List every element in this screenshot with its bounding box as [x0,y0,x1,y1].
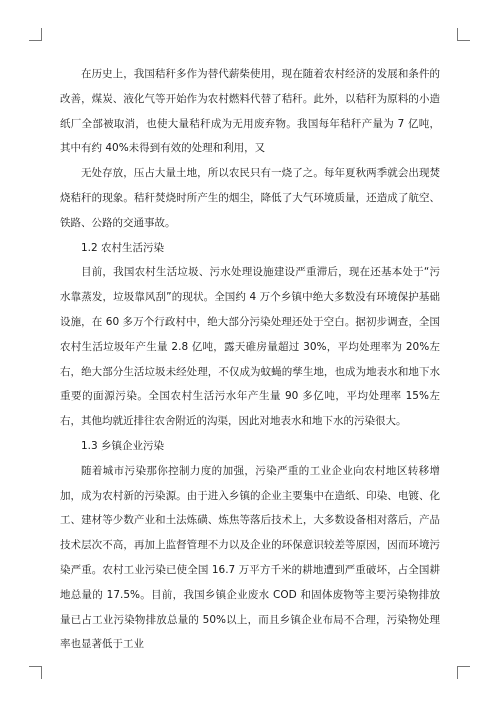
section-heading-rural-domestic-pollution: 1.2 农村生活污染 [81,241,165,254]
crop-mark-top-right [457,28,470,41]
paragraph-rural-domestic-pollution: 目前，我国农村生活垃圾、污水处理设施建设严重滞后，现在还基本处于“污水靠蒸发，垃圾靠风刮”的现状。全国约 4 万个乡镇中绝大多数没有环境保护基础设施，在 60 多万个行政村中，绝大部分污染处理还处于空白。据初步调查，全国农村生活垃圾年产生量 2.8 亿吨，露天碓房量超过 30%，平均处理率为 20%左右，绝大部分生活垃圾未经处理，不仅成为蚊蝇的孳生地，也成为地表水和地下水重要的面源污染。全国农村生活污水年产生量 90 多亿吨，平均处理率 15%左右，其他均就近排往农舍附近的沟渠，因此对地表水和地下水的污染很大。 [60,266,440,428]
paragraph-straw-burning: 无处存放，压占大量土地，所以农民只有一烧了之。每年夏秋两季就会出现焚烧秸秆的现象。秸秆焚烧时所产生的烟尘，降低了大气环境质量，还造成了航空、铁路、公路的交通事故。 [60,167,440,229]
section-heading-township-enterprise-pollution: 1.3 乡镇企业污染 [81,439,165,452]
crop-mark-bottom-right [457,666,470,679]
crop-mark-top-left [29,28,42,41]
document-body [60,62,440,657]
paragraph-straw-history: 在历史上，我国秸秆多作为替代薪柴使用，现在随着农村经济的发展和条件的改善，煤炭、液化气等开始作为农村燃料代替了秸秆。此外，以秸秆为原料的小造纸厂全部被取消，也使大量秸秆成为无用废弃物。我国每年秸秆产量为 7 亿吨，其中有约 40%未得到有效的处理和利用，又 [60,68,440,155]
paragraph-township-enterprise-pollution: 随着城市污染那你控制力度的加强，污染严重的工业企业向农村地区转移增加，成为农村新的污染源。由于进入乡镇的企业主要集中在造纸、印染、电镀、化工、建材等少数产业和土法炼磺、炼焦等落后技术上，大多数设备相对落后，产品技术层次不高，再加上监督管理不力以及企业的环保意识较差等原因，因而环境污染严重。农村工业污染已使全国 16.7 万平方千米的耕地遭到严重破坏，占全国耕地总量的 17.5%。目前，我国乡镇企业废水 COD 和固体废物等主要污染物排放量已占工业污染物排放总量的 50%以上，而且乡镇企业布局不合理，污染物处理率也显著低于工业 [60,464,440,651]
crop-mark-bottom-left [29,666,42,679]
